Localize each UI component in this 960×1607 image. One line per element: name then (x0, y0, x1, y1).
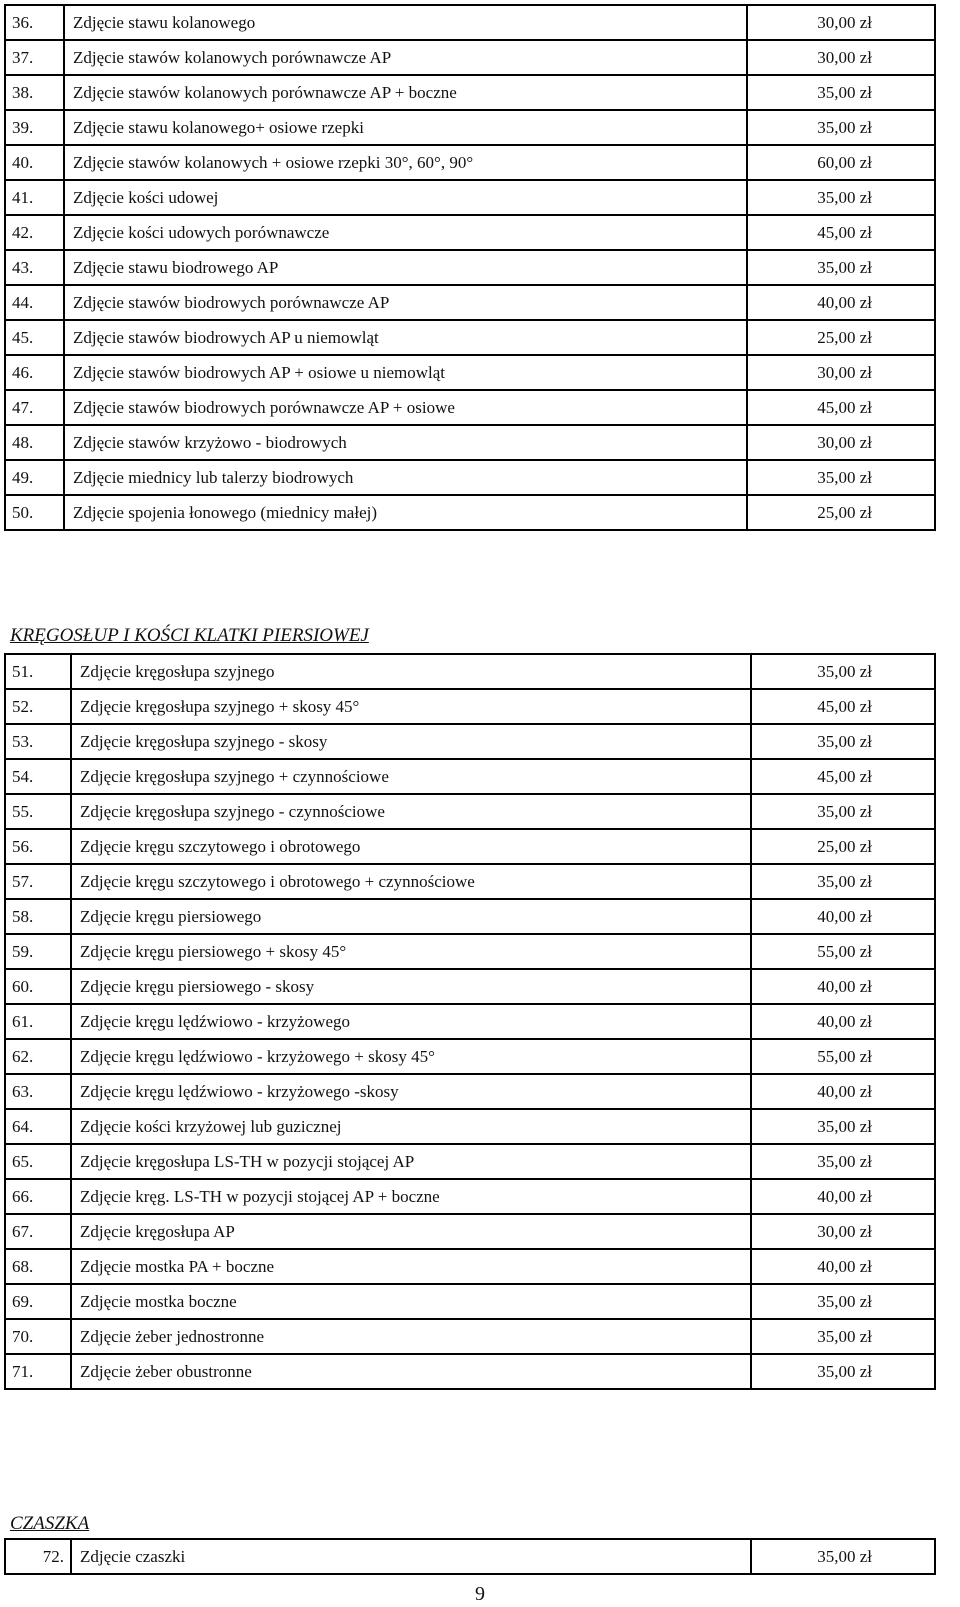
table-row (5, 759, 935, 794)
table-row (5, 390, 935, 425)
service-name: Zdjęcie czaszki (71, 1539, 751, 1574)
row-number: 72. (5, 1539, 71, 1574)
table-row (5, 1214, 935, 1249)
table-row (5, 425, 935, 460)
table-row (5, 460, 935, 495)
table-row (5, 1539, 935, 1574)
table-row (5, 1074, 935, 1109)
service-price: 45,00 zł (751, 689, 935, 724)
row-number: 68. (5, 1249, 71, 1284)
service-name: Zdjęcie kręgosłupa szyjnego + skosy 45° (71, 689, 751, 724)
service-price: 35,00 zł (751, 1319, 935, 1354)
service-price: 35,00 zł (747, 75, 935, 110)
row-number: 46. (5, 355, 64, 390)
service-price: 35,00 zł (751, 1284, 935, 1319)
row-number: 60. (5, 969, 71, 1004)
row-number: 59. (5, 934, 71, 969)
service-price: 35,00 zł (751, 1539, 935, 1574)
table-row (5, 1144, 935, 1179)
table-row (5, 355, 935, 390)
row-number: 38. (5, 75, 64, 110)
row-number: 39. (5, 110, 64, 145)
table-row (5, 285, 935, 320)
service-name: Zdjęcie stawów biodrowych AP + osiowe u niemowląt (64, 355, 747, 390)
service-name: Zdjęcie kręg. LS-TH w pozycji stojącej AP + boczne (71, 1179, 751, 1214)
table-row (5, 1039, 935, 1074)
service-price: 25,00 zł (747, 320, 935, 355)
table-row (5, 5, 935, 40)
table-row (5, 1179, 935, 1214)
service-price: 60,00 zł (747, 145, 935, 180)
row-number: 66. (5, 1179, 71, 1214)
service-price: 40,00 zł (751, 1074, 935, 1109)
service-price: 35,00 zł (751, 724, 935, 759)
service-name: Zdjęcie stawów biodrowych AP u niemowląt (64, 320, 747, 355)
row-number: 71. (5, 1354, 71, 1389)
row-number: 58. (5, 899, 71, 934)
service-name: Zdjęcie kręgu piersiowego (71, 899, 751, 934)
service-name: Zdjęcie kręgu szczytowego i obrotowego + czynnościowe (71, 864, 751, 899)
row-number: 45. (5, 320, 64, 355)
service-name: Zdjęcie kręgosłupa szyjnego + czynnościowe (71, 759, 751, 794)
service-price: 35,00 zł (747, 460, 935, 495)
row-number: 62. (5, 1039, 71, 1074)
row-number: 42. (5, 215, 64, 250)
service-name: Zdjęcie kości udowych porównawcze (64, 215, 747, 250)
service-price: 40,00 zł (751, 1004, 935, 1039)
row-number: 44. (5, 285, 64, 320)
service-price: 40,00 zł (751, 969, 935, 1004)
service-price: 35,00 zł (751, 1109, 935, 1144)
table-row (5, 1284, 935, 1319)
service-name: Zdjęcie stawu kolanowego (64, 5, 747, 40)
row-number: 40. (5, 145, 64, 180)
row-number: 63. (5, 1074, 71, 1109)
price-table-lower-limb (4, 4, 936, 531)
row-number: 36. (5, 5, 64, 40)
service-name: Zdjęcie kręgu lędźwiowo - krzyżowego -skosy (71, 1074, 751, 1109)
service-price: 25,00 zł (747, 495, 935, 530)
service-name: Zdjęcie stawów biodrowych porównawcze AP (64, 285, 747, 320)
table-row (5, 75, 935, 110)
row-number: 55. (5, 794, 71, 829)
row-number: 37. (5, 40, 64, 75)
service-name: Zdjęcie stawów kolanowych + osiowe rzepki 30°, 60°, 90° (64, 145, 747, 180)
price-table-spine (4, 653, 936, 1390)
table-row (5, 899, 935, 934)
service-price: 35,00 zł (751, 864, 935, 899)
service-name: Zdjęcie kręgosłupa szyjnego - skosy (71, 724, 751, 759)
service-name: Zdjęcie stawów krzyżowo - biodrowych (64, 425, 747, 460)
service-price: 40,00 zł (751, 899, 935, 934)
table-row (5, 794, 935, 829)
service-price: 30,00 zł (747, 40, 935, 75)
service-price: 40,00 zł (751, 1249, 935, 1284)
table-row (5, 934, 935, 969)
service-price: 45,00 zł (747, 215, 935, 250)
service-name: Zdjęcie kręgosłupa szyjnego (71, 654, 751, 689)
row-number: 64. (5, 1109, 71, 1144)
service-price: 35,00 zł (751, 794, 935, 829)
row-number: 54. (5, 759, 71, 794)
service-price: 35,00 zł (747, 180, 935, 215)
service-price: 55,00 zł (751, 934, 935, 969)
row-number: 41. (5, 180, 64, 215)
table-row (5, 864, 935, 899)
service-name: Zdjęcie kręgu szczytowego i obrotowego (71, 829, 751, 864)
table-row (5, 829, 935, 864)
row-number: 52. (5, 689, 71, 724)
service-price: 45,00 zł (747, 390, 935, 425)
table-row (5, 1354, 935, 1389)
service-name: Zdjęcie stawu biodrowego AP (64, 250, 747, 285)
table-row (5, 654, 935, 689)
table-row (5, 180, 935, 215)
service-name: Zdjęcie mostka boczne (71, 1284, 751, 1319)
row-number: 70. (5, 1319, 71, 1354)
service-price: 30,00 zł (747, 425, 935, 460)
service-name: Zdjęcie kręgosłupa LS-TH w pozycji stojącej AP (71, 1144, 751, 1179)
service-name: Zdjęcie żeber jednostronne (71, 1319, 751, 1354)
row-number: 57. (5, 864, 71, 899)
service-name: Zdjęcie kości krzyżowej lub guzicznej (71, 1109, 751, 1144)
service-name: Zdjęcie kręgu piersiowego - skosy (71, 969, 751, 1004)
table-row (5, 689, 935, 724)
service-price: 35,00 zł (751, 1354, 935, 1389)
row-number: 53. (5, 724, 71, 759)
service-name: Zdjęcie kości udowej (64, 180, 747, 215)
service-price: 25,00 zł (751, 829, 935, 864)
price-table-skull (4, 1538, 936, 1575)
service-name: Zdjęcie spojenia łonowego (miednicy małej) (64, 495, 747, 530)
service-price: 35,00 zł (751, 1144, 935, 1179)
service-name: Zdjęcie kręgosłupa AP (71, 1214, 751, 1249)
row-number: 56. (5, 829, 71, 864)
row-number: 65. (5, 1144, 71, 1179)
row-number: 48. (5, 425, 64, 460)
table-row (5, 1109, 935, 1144)
row-number: 47. (5, 390, 64, 425)
table-row (5, 250, 935, 285)
row-number: 61. (5, 1004, 71, 1039)
service-price: 55,00 zł (751, 1039, 935, 1074)
page-number: 9 (475, 1583, 485, 1605)
service-name: Zdjęcie kręgu lędźwiowo - krzyżowego (71, 1004, 751, 1039)
table-row (5, 110, 935, 145)
table-row (5, 969, 935, 1004)
row-number: 69. (5, 1284, 71, 1319)
service-name: Zdjęcie stawów biodrowych porównawcze AP + osiowe (64, 390, 747, 425)
service-price: 30,00 zł (747, 5, 935, 40)
table-row (5, 1319, 935, 1354)
table-row (5, 215, 935, 250)
table-row (5, 724, 935, 759)
row-number: 67. (5, 1214, 71, 1249)
service-name: Zdjęcie stawów kolanowych porównawcze AP + boczne (64, 75, 747, 110)
table-row (5, 1004, 935, 1039)
row-number: 43. (5, 250, 64, 285)
service-price: 35,00 zł (747, 250, 935, 285)
service-name: Zdjęcie kręgu lędźwiowo - krzyżowego + skosy 45° (71, 1039, 751, 1074)
row-number: 49. (5, 460, 64, 495)
section-title-skull: CZASZKA (10, 1513, 90, 1534)
service-price: 40,00 zł (747, 285, 935, 320)
table-row (5, 145, 935, 180)
service-name: Zdjęcie kręgosłupa szyjnego - czynnościowe (71, 794, 751, 829)
service-name: Zdjęcie stawów kolanowych porównawcze AP (64, 40, 747, 75)
table-row (5, 495, 935, 530)
row-number: 50. (5, 495, 64, 530)
service-price: 35,00 zł (751, 654, 935, 689)
table-row (5, 40, 935, 75)
service-price: 30,00 zł (751, 1214, 935, 1249)
service-name: Zdjęcie kręgu piersiowego + skosy 45° (71, 934, 751, 969)
service-name: Zdjęcie żeber obustronne (71, 1354, 751, 1389)
section-title-spine: KRĘGOSŁUP I KOŚCI KLATKI PIERSIOWEJ (10, 625, 369, 646)
row-number: 51. (5, 654, 71, 689)
service-name: Zdjęcie miednicy lub talerzy biodrowych (64, 460, 747, 495)
service-price: 45,00 zł (751, 759, 935, 794)
service-price: 30,00 zł (747, 355, 935, 390)
service-price: 40,00 zł (751, 1179, 935, 1214)
table-row (5, 1249, 935, 1284)
table-row (5, 320, 935, 355)
service-name: Zdjęcie stawu kolanowego+ osiowe rzepki (64, 110, 747, 145)
service-price: 35,00 zł (747, 110, 935, 145)
service-name: Zdjęcie mostka PA + boczne (71, 1249, 751, 1284)
